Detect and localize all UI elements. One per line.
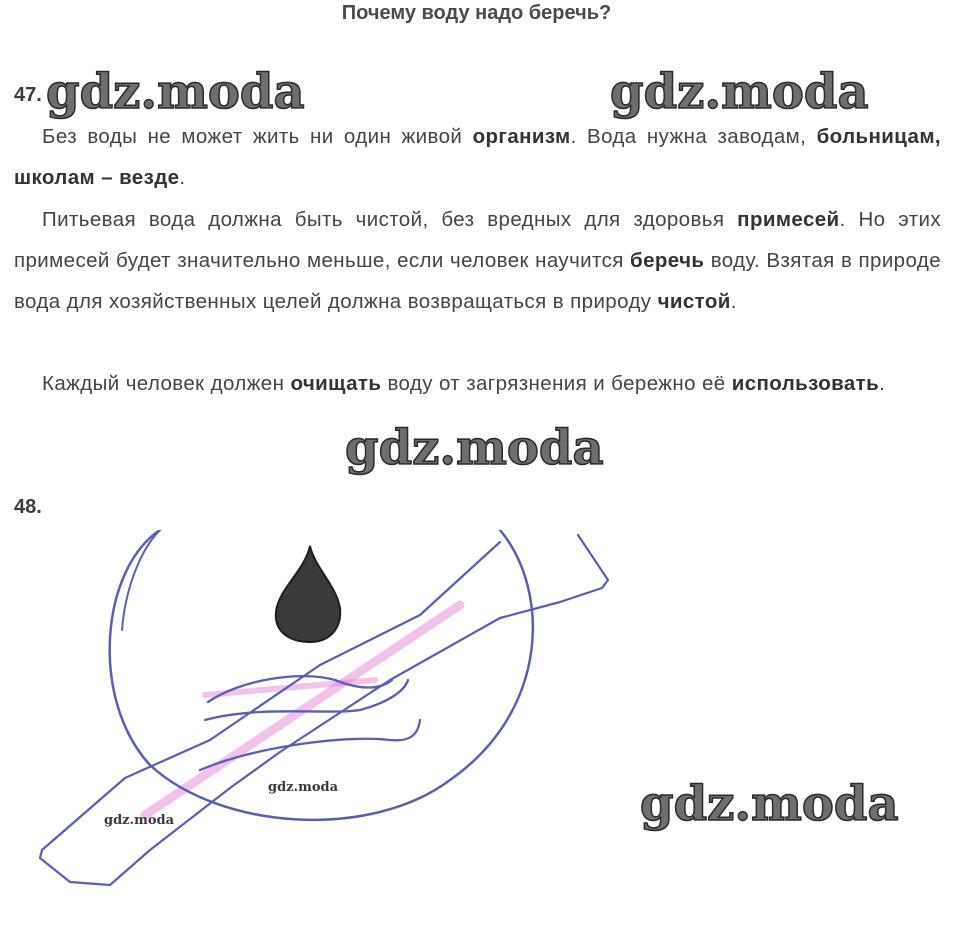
text-run: . Но этих примесей будет значительно меньше, если человек научится xyxy=(14,208,941,272)
watermark-logo: gdz.moda xyxy=(345,420,604,476)
exercise-48-number: 48. xyxy=(14,496,42,518)
water-wave xyxy=(200,720,420,770)
text-run: . xyxy=(879,372,886,395)
keyword-bold: организм xyxy=(472,125,571,148)
text-run: Питьевая вода должна быть чистой, без вредных для здоровья xyxy=(42,208,738,231)
exercise-47-paragraph-1 xyxy=(14,116,941,198)
marker-stripe xyxy=(205,680,375,695)
text-run: . xyxy=(730,290,737,313)
keyword-bold: примесей xyxy=(737,208,840,231)
watermark-logo-small: gdz.moda xyxy=(268,780,339,795)
keyword-bold: очищать xyxy=(290,372,382,395)
text-run: воду от загрязнения и бережно её xyxy=(381,372,732,395)
page-title: Почему воду надо беречь? xyxy=(341,2,612,24)
circle-outline xyxy=(122,530,160,630)
water-conservation-drawing xyxy=(30,530,630,900)
watermark-logo: gdz.moda xyxy=(46,64,305,120)
keyword-bold: чистой xyxy=(657,290,731,313)
exercise-47-number: 47. xyxy=(14,84,42,106)
text-run: воду. Взятая в природе вода для хозяйственных целей должна возвращаться в природу xyxy=(14,249,941,313)
watermark-logo: gdz.moda xyxy=(610,64,869,120)
watermark-logo: gdz.moda xyxy=(640,776,899,832)
text-run: Каждый человек должен xyxy=(42,372,291,395)
keyword-bold: беречь xyxy=(630,249,705,272)
water-drop-icon xyxy=(276,546,340,642)
keyword-bold: использовать xyxy=(731,372,880,395)
text-run: Без воды не может жить ни один живой xyxy=(42,125,473,148)
exercise-47-paragraph-2 xyxy=(14,199,941,322)
watermark-logo-small: gdz.moda xyxy=(104,813,175,828)
text-run: . Вода нужна заводам, xyxy=(570,125,817,148)
exercise-47-paragraph-3 xyxy=(14,363,941,404)
text-run: . xyxy=(179,166,186,189)
keyword-bold: больницам, школам – везде xyxy=(14,125,941,189)
